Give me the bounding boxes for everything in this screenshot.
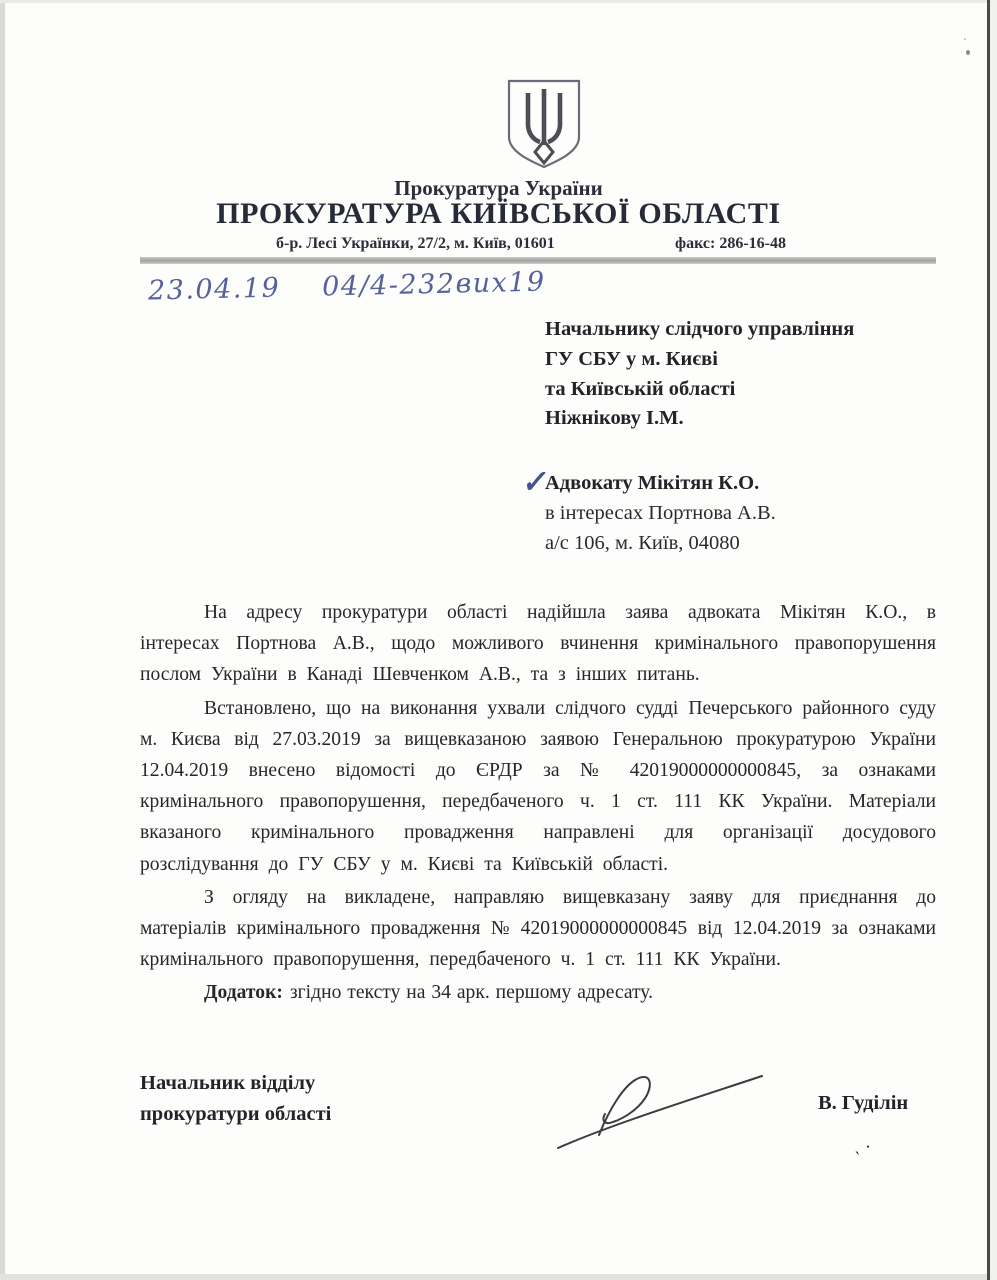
scan-edge-bottom <box>0 1274 997 1280</box>
recipient-secondary-block <box>545 469 776 558</box>
scan-edge-right-margin <box>990 0 997 1280</box>
letter-body <box>140 597 936 1011</box>
recipient-primary-line: Ніжнікову І.М. <box>545 407 684 430</box>
recipient-primary-line: та Київській області <box>545 377 736 400</box>
handwritten-outgoing-ref: 04/4-232вих19 <box>321 266 547 303</box>
org-address: б-р. Лесі Українки, 27/2, м. Київ, 01601 <box>276 235 555 252</box>
letterhead-divider <box>140 257 936 264</box>
handwritten-registration-note <box>148 266 546 306</box>
signer-position-block <box>140 1068 331 1130</box>
org-parent-name: Прокуратура України <box>394 176 603 200</box>
attachment-line <box>140 977 936 1008</box>
signer-name: В. Гуділін <box>818 1092 909 1114</box>
body-paragraph-3: З огляду на викладене, направляю вищевказану заяву для приєднання до матеріалів кримінального провадження № 42019000000000845 від 12.04.2019 за ознаками кримінального правопорушення, передбаченого ч. 1 ст. 111 КК України. <box>140 886 936 971</box>
ukraine-trident-emblem-icon <box>502 76 586 172</box>
body-paragraph-2: Встановлено, що на виконання ухвали слідчого судді Печерського районного суду м. Києва від 27.03.2019 за вищевказаною заявою Генеральною прокуратурою України 12.04.2019 внесено відомості до ЄРДР за № 42019000000000845, за ознаками кримінального правопорушення, передбаченого ч. 1 ст. 111 КК України. Матеріали вказаного кримінального провадження направлені для організації досудового розслідування до ГУ СБУ у м. Києві та Київській області. <box>140 697 936 875</box>
org-title: ПРОКУРАТУРА КИЇВСЬКОЇ ОБЛАСТІ <box>216 197 781 230</box>
attachment-text: згідно тексту на 34 арк. першому адресату. <box>289 982 654 1004</box>
recipient-primary-line: Начальнику слідчого управління <box>545 318 855 340</box>
recipient-primary-block <box>545 315 854 434</box>
attachment-label: Додаток: <box>204 982 283 1004</box>
body-paragraph-1: На адресу прокуратури області надійшла заява адвоката Мікітян К.О., в інтересах Портнова А.В., щодо можливого вчинення кримінального правопорушення послом України в Канаді Шевченком А.В., та з інших питань. <box>140 602 936 686</box>
signer-position-line: прокуратури області <box>140 1103 332 1125</box>
recipient-primary-line: ГУ СБУ у м. Києві <box>545 347 718 370</box>
handwritten-date: 23.04.19 <box>147 272 281 307</box>
recipient-secondary-address: а/с 106, м. Київ, 04080 <box>545 531 740 554</box>
ink-mark: ˏ· <box>854 1134 876 1158</box>
handwritten-signature-icon <box>552 1068 770 1156</box>
scan-speck <box>966 50 970 55</box>
recipient-secondary-name: Адвокату Мікітян К.О. <box>545 472 760 494</box>
signer-position-line: Начальник відділу <box>140 1072 316 1094</box>
org-fax: факс: 286-16-48 <box>675 235 786 252</box>
handwritten-checkmark: ✓ <box>519 464 548 501</box>
scan-speck <box>964 38 966 40</box>
scan-edge-top <box>0 0 997 3</box>
recipient-secondary-interest: в інтересах Портнова А.В. <box>545 501 776 524</box>
scan-edge-left <box>0 0 5 1280</box>
